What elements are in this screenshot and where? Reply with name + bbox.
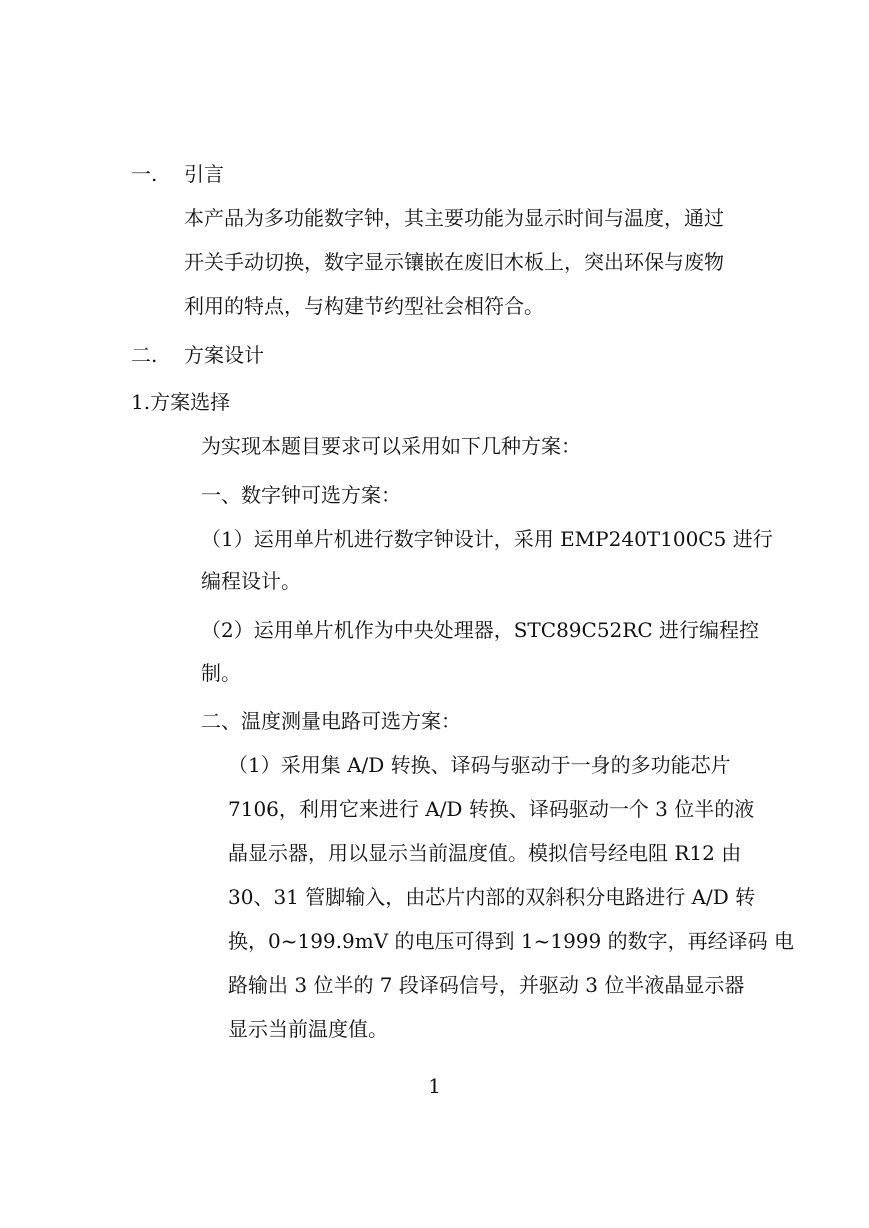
temp-option-1-line-2: 7106，利用它来进行 A/D 转换、译码驱动一个 3 位半的液 [228,797,755,821]
temp-option-1-line-7: 显示当前温度值。 [228,1017,388,1041]
section-2-title: 方案设计 [184,343,264,367]
temp-option-1-line-5: 换，0~199.9mV 的电压可得到 1~1999 的数字，再经译码 电 [228,929,794,953]
clock-option-2-line-2: 制。 [201,661,241,685]
temp-options-heading: 二、温度测量电路可选方案： [201,709,461,733]
intro-line-2: 开关手动切换，数字显示镶嵌在废旧木板上，突出环保与废物 [184,250,724,274]
temp-option-1-line-6: 路输出 3 位半的 7 段译码信号，并驱动 3 位半液晶显示器 [228,973,745,997]
options-intro: 为实现本题目要求可以采用如下几种方案： [201,434,581,458]
clock-option-1-line-1: （1）运用单片机进行数字钟设计，采用 EMP240T100C5 进行 [201,527,773,551]
clock-option-2-line-1: （2）运用单片机作为中央处理器，STC89C52RC 进行编程控 [201,618,759,642]
section-1-number: 一. [131,162,158,186]
temp-option-1-line-4: 30、31 管脚输入，由芯片内部的双斜积分电路进行 A/D 转 [228,885,756,909]
section-2-number: 二. [131,343,158,367]
subsection-title: 1.方案选择 [131,390,231,414]
clock-option-1-line-2: 编程设计。 [201,569,301,593]
clock-options-heading: 一、数字钟可选方案： [201,483,401,507]
intro-line-1: 本产品为多功能数字钟，其主要功能为显示时间与温度，通过 [184,206,724,230]
page-number: 1 [428,1074,441,1098]
intro-line-3: 利用的特点，与构建节约型社会相符合。 [184,294,544,318]
temp-option-1-line-1: （1）采用集 A/D 转换、译码与驱动于一身的多功能芯片 [228,753,731,777]
temp-option-1-line-3: 晶显示器，用以显示当前温度值。模拟信号经电阻 R12 由 [228,841,742,865]
section-1-title: 引言 [184,162,224,186]
